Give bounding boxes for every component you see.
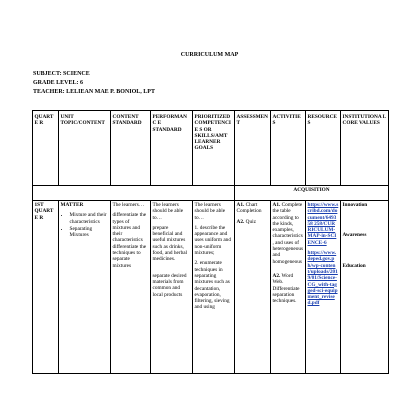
unit-title: MATTER bbox=[60, 202, 84, 208]
acquisition-label: ACQUISITION bbox=[235, 186, 389, 201]
resource-link[interactable]: https://www.scribd.com/document/649358 258/CURRICULUM-MAP-in-SCIENCE-6 bbox=[307, 202, 339, 246]
performance-item: prepare beneficial and useful mixtures such as drinks, food, and herbal medicines. bbox=[152, 224, 188, 263]
assessment-a1: Chart Completion bbox=[236, 202, 262, 215]
competency-item: 2. enumerate techniques in separating mixtures such as decantation, evaporation, filtering, sieving and using bbox=[194, 260, 230, 311]
competencies-cell bbox=[193, 201, 235, 374]
core-values-cell bbox=[341, 201, 389, 374]
core-value: Awareness bbox=[342, 232, 367, 239]
content-item: differentiate the types of mixtures and their characteristics bbox=[112, 212, 147, 244]
competency-intro: The learners should be able to… bbox=[194, 202, 226, 221]
activity-a2: Word Web. Differentiate separation techniques. bbox=[272, 272, 300, 305]
unit-list bbox=[61, 212, 109, 238]
unit-cell bbox=[59, 201, 111, 374]
assessment-a1-label: A1. bbox=[236, 202, 245, 208]
header-performance-standard: PERFORMANC E STANDARD bbox=[151, 111, 193, 186]
resource-link[interactable]: https://www.deped.gov.ph/wp-content/uploads/2019/01/Science-CG_with-tagged-sci-equipment_revised.pdf bbox=[307, 250, 338, 307]
acquisition-row bbox=[33, 186, 389, 201]
teacher-line: TEACHER: LELIEAN MAE P. BONIOL, LPT bbox=[33, 89, 155, 95]
activity-a1: Complete the table according to the kinds, examples, characteristics, and uses of heterogeneous and homogeneous bbox=[272, 202, 304, 265]
header-unit: UNIT TOPIC/CONTENT bbox=[59, 111, 111, 186]
quarter-cell: 1ST QUARTE R bbox=[33, 201, 59, 374]
grade-level-line: GRADE LEVEL: 6 bbox=[33, 80, 84, 86]
core-value: Innovation bbox=[342, 202, 368, 208]
header-content-standard: CONTENT STANDARD bbox=[111, 111, 151, 186]
performance-item: separate desired materials from common and local products bbox=[152, 272, 187, 298]
unit-item: • Separating Mixtures bbox=[70, 226, 109, 239]
performance-standard-cell bbox=[151, 201, 193, 374]
content-standard-cell bbox=[111, 201, 151, 374]
unit-item: • Mixture and their characteristics bbox=[70, 212, 109, 225]
activities-cell bbox=[271, 201, 306, 374]
quarter-row bbox=[33, 201, 389, 374]
activity-a2-label: A2. bbox=[272, 272, 281, 279]
assessment-cell bbox=[235, 201, 271, 374]
header-quarter: QUARTE R bbox=[33, 111, 59, 186]
header-core-values: INSTITUTIONA L CORE VALUES bbox=[341, 111, 389, 186]
header-resources: RESOURCES bbox=[306, 111, 341, 186]
content-item: differentiate the techniques to separate mixtures bbox=[112, 243, 147, 269]
document-title: CURRICULUM MAP bbox=[180, 52, 239, 58]
assessment-a2: Quiz bbox=[245, 218, 256, 225]
header-row bbox=[33, 111, 389, 186]
content-intro: The learners… bbox=[112, 202, 145, 208]
header-activities: ACTIVITIES bbox=[271, 111, 306, 186]
subject-line: SUBJECT: SCIENCE bbox=[33, 71, 90, 77]
activity-a1-label: A1. bbox=[272, 202, 281, 208]
assessment-a2-label: A2. bbox=[236, 218, 245, 225]
core-value: Education bbox=[342, 262, 366, 269]
header-assessment: ASSESSMENT bbox=[235, 111, 271, 186]
acquisition-spacer bbox=[33, 186, 235, 201]
header-competencies: PRIORITIZED COMPETENCIE S OR SKILLS/AMT LEARNER GOALS bbox=[193, 111, 235, 186]
curriculum-map-table bbox=[32, 110, 389, 374]
performance-intro: The learners should be able to… bbox=[152, 202, 184, 221]
competency-item: 1. describe the appearance and uses uniform and non-uniform mixtures; bbox=[194, 224, 231, 257]
resources-cell bbox=[306, 201, 341, 374]
